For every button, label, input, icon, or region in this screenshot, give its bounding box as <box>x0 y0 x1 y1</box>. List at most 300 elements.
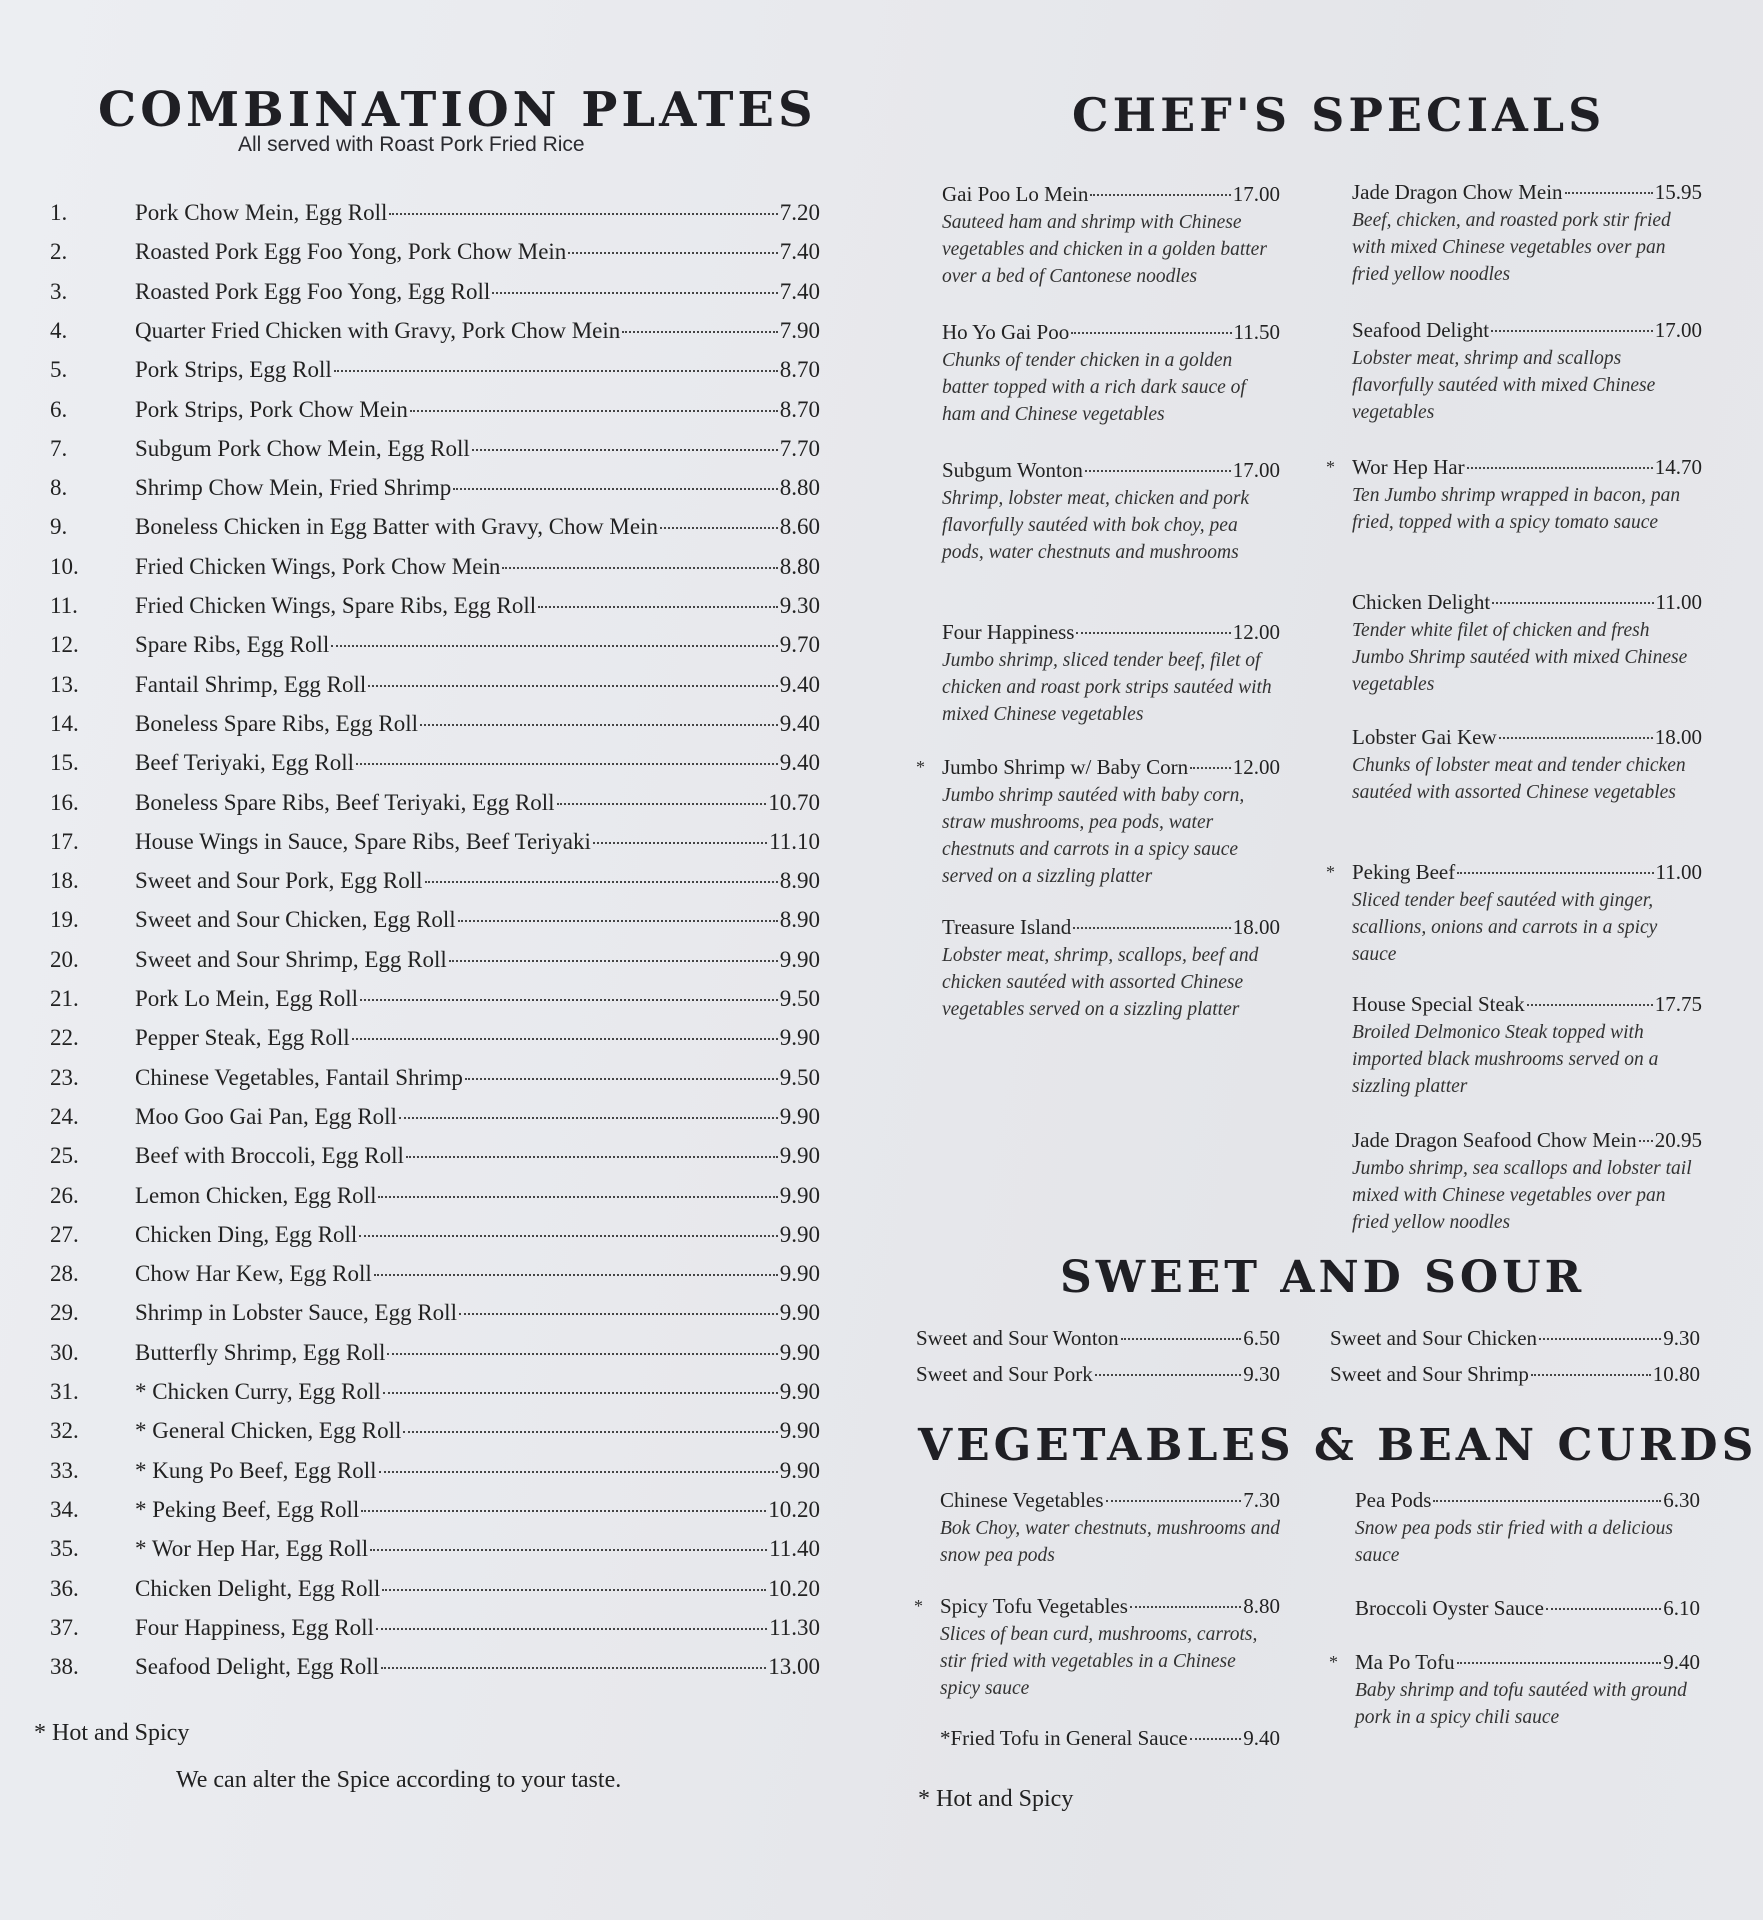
combo-item-row <box>40 1654 820 1692</box>
combo-item-number: 5. <box>50 357 68 383</box>
combination-plates-title: COMBINATION PLATES <box>98 82 817 138</box>
combo-item-price: 9.90 <box>779 1182 820 1208</box>
dot-leader <box>449 960 778 962</box>
combo-item-price: 9.70 <box>779 632 820 658</box>
combo-item-price: 7.90 <box>779 317 820 343</box>
hot-spicy-note: * Hot and Spicy <box>34 1720 190 1746</box>
combo-item-number: 3. <box>50 278 68 304</box>
combo-item-number: 7. <box>50 435 68 461</box>
menu-item <box>942 320 1280 428</box>
dot-leader <box>379 1471 778 1473</box>
combo-item-name: Boneless Spare Ribs, Egg Roll <box>135 710 419 736</box>
combo-item-row <box>40 1418 820 1456</box>
combo-item-number: 37. <box>50 1614 79 1640</box>
menu-item-price: 7.30 <box>1243 1488 1280 1512</box>
combo-item-row <box>40 947 820 985</box>
menu-item-price: 18.00 <box>1654 725 1702 749</box>
menu-item-header <box>942 915 1280 940</box>
dot-leader <box>593 842 767 844</box>
combo-item-price: 8.70 <box>779 396 820 422</box>
combo-item-row <box>40 397 820 435</box>
combo-item-price: 9.40 <box>779 750 820 776</box>
menu-item-price: 15.95 <box>1654 180 1702 204</box>
dot-leader <box>356 763 778 765</box>
combo-item-price: 10.20 <box>768 1496 820 1522</box>
menu-item <box>940 1488 1280 1569</box>
combo-item-row <box>40 1340 820 1378</box>
combo-item-name: * Wor Hep Har, Egg Roll <box>135 1536 369 1562</box>
dot-leader <box>660 527 778 529</box>
menu-item-price: 11.00 <box>1655 590 1702 614</box>
combo-item-price: 10.70 <box>768 789 820 815</box>
menu-item-description: Baby shrimp and tofu sautéed with ground pork in a spicy chili sauce <box>1355 1680 1687 1728</box>
combo-item-name: Sweet and Sour Chicken, Egg Roll <box>135 907 456 933</box>
dot-leader <box>376 1628 767 1630</box>
menu-item-header <box>940 1488 1280 1513</box>
combo-item-name: * Chicken Curry, Egg Roll <box>135 1379 381 1404</box>
menu-item-price: 17.00 <box>1232 182 1280 206</box>
combo-item-number: 35. <box>50 1536 79 1562</box>
menu-item-header <box>1352 455 1702 480</box>
dot-leader <box>459 1313 778 1315</box>
dot-leader <box>387 1353 777 1355</box>
combo-item-name: * Kung Po Beef, Egg Roll <box>135 1457 377 1483</box>
combo-item-price: 9.90 <box>779 1025 820 1051</box>
dot-leader <box>1546 1608 1661 1610</box>
dot-leader <box>1457 1662 1662 1664</box>
menu-item-header <box>1352 725 1702 750</box>
menu-item-price: 6.30 <box>1663 1488 1700 1512</box>
menu-item <box>1355 1596 1700 1621</box>
menu-item-header <box>1355 1650 1700 1675</box>
alter-spice-note: We can alter the Spice according to your taste. <box>176 1767 622 1793</box>
hot-spicy-marker: * <box>916 757 925 777</box>
menu-item-header <box>1352 992 1702 1017</box>
dot-leader <box>334 370 778 372</box>
combo-item-row <box>40 750 820 788</box>
menu-item-description: Tender white filet of chicken and fresh Jumbo Shrimp sautéed with mixed Chinese vegetables <box>1352 620 1688 695</box>
combo-item-number: 2. <box>50 239 68 265</box>
dot-leader <box>502 567 777 569</box>
combo-item-row <box>40 790 820 828</box>
dot-leader <box>1531 1374 1651 1376</box>
combo-item-row <box>40 554 820 592</box>
dot-leader <box>410 410 778 412</box>
combo-item-price: 11.40 <box>769 1536 820 1562</box>
dot-leader <box>1095 1374 1242 1376</box>
dot-leader <box>420 724 778 726</box>
menu-item-price: 17.75 <box>1654 992 1702 1016</box>
combo-item-name: Seafood Delight, Egg Roll <box>135 1654 380 1680</box>
combo-item-number: 23. <box>50 1064 79 1090</box>
menu-item-description: Chunks of lobster meat and tender chicken sautéed with assorted Chinese vegetables <box>1352 755 1686 803</box>
menu-item-name: Ho Yo Gai Poo <box>942 320 1070 344</box>
combo-item-name: Sweet and Sour Shrimp, Egg Roll <box>135 946 447 972</box>
menu-item-name: Lobster Gai Kew <box>1352 725 1497 749</box>
combo-item-number: 1. <box>50 200 68 225</box>
dot-leader <box>458 920 778 922</box>
combo-item-name: Lemon Chicken, Egg Roll <box>135 1182 377 1208</box>
dot-leader <box>1492 602 1653 604</box>
dot-leader <box>1565 192 1653 194</box>
combo-item-row <box>40 632 820 670</box>
combo-item-number: 21. <box>50 986 79 1011</box>
menu-item-price: 8.80 <box>1243 1594 1280 1618</box>
menu-item-description: Bok Choy, water chestnuts, mushrooms and snow pea pods <box>940 1518 1280 1566</box>
menu-item <box>942 458 1280 566</box>
dot-leader <box>331 645 778 647</box>
menu-item-header <box>1352 860 1702 885</box>
menu-item-name: Seafood Delight <box>1352 318 1490 342</box>
dot-leader <box>381 1667 766 1669</box>
dot-leader <box>406 1156 778 1158</box>
combo-item-row <box>40 357 820 395</box>
combo-item-number: 9. <box>50 514 68 540</box>
menu-item-price: 14.70 <box>1654 455 1702 479</box>
combo-item-price: 11.10 <box>769 828 820 854</box>
menu-item-price: 17.00 <box>1654 318 1702 342</box>
dot-leader <box>1073 927 1230 929</box>
combo-item-name: Fantail Shrimp, Egg Roll <box>135 671 367 697</box>
dot-leader <box>1190 767 1231 769</box>
menu-item-description: Lobster meat, shrimp and scallops flavorfully sautéed with mixed Chinese vegetables <box>1352 348 1656 423</box>
menu-item-name: Spicy Tofu Vegetables <box>940 1594 1128 1618</box>
combo-item-price: 8.80 <box>779 475 820 501</box>
menu-item-name: Pea Pods <box>1355 1488 1432 1512</box>
combo-item-name: Quarter Fried Chicken with Gravy, Pork Chow Mein <box>135 317 621 343</box>
combo-item-row <box>40 1183 820 1221</box>
dot-leader <box>1499 737 1653 739</box>
combo-item-price: 11.30 <box>769 1614 820 1640</box>
menu-item-name: Treasure Island <box>942 915 1072 939</box>
combo-item-price: 9.90 <box>779 1300 820 1326</box>
sweet-and-sour-title: SWEET AND SOUR <box>1060 1252 1586 1303</box>
combo-item-number: 26. <box>50 1182 79 1208</box>
dot-leader <box>1491 330 1653 332</box>
menu-item <box>1352 180 1702 288</box>
combo-item-number: 30. <box>50 1339 79 1365</box>
combo-item-name: Butterfly Shrimp, Egg Roll <box>135 1339 386 1365</box>
combo-item-number: 13. <box>50 671 79 697</box>
menu-item-header <box>1352 318 1702 343</box>
combo-item-price: 9.40 <box>779 671 820 697</box>
menu-item-price: 10.80 <box>1652 1362 1700 1386</box>
combo-item-number: 34. <box>50 1496 79 1522</box>
menu-item-name: Peking Beef <box>1352 860 1456 884</box>
menu-item <box>1352 992 1702 1100</box>
menu-item-name: Sweet and Sour Chicken <box>1330 1326 1538 1350</box>
combo-item-price: 8.90 <box>779 868 820 894</box>
menu-item <box>1352 318 1702 426</box>
combo-item-name: Beef Teriyaki, Egg Roll <box>135 750 354 776</box>
combo-item-price: 7.40 <box>779 239 820 265</box>
menu-item-name: Four Happiness <box>942 620 1075 644</box>
hot-spicy-marker: * <box>1329 1652 1338 1672</box>
menu-item-description: Chunks of tender chicken in a golden batter topped with a rich dark sauce of ham and Chinese vegetables <box>942 350 1246 425</box>
dot-leader <box>360 999 778 1001</box>
dot-leader <box>1190 1738 1242 1740</box>
menu-item-price: 12.00 <box>1232 620 1280 644</box>
combo-item-name: Sweet and Sour Pork, Egg Roll <box>135 868 423 894</box>
combo-item-row <box>40 475 820 513</box>
combo-item-name: Fried Chicken Wings, Pork Chow Mein <box>135 553 501 579</box>
combo-item-name: Roasted Pork Egg Foo Yong, Egg Roll <box>135 278 491 304</box>
hot-spicy-note-right: * Hot and Spicy <box>918 1786 1074 1812</box>
menu-item-price: 6.50 <box>1243 1326 1280 1350</box>
combo-item-number: 8. <box>50 475 68 501</box>
menu-item-price: 6.10 <box>1663 1596 1700 1620</box>
menu-item-price: 18.00 <box>1232 915 1280 939</box>
combo-item-name: Chicken Ding, Egg Roll <box>135 1221 358 1247</box>
combo-item-name: Chicken Delight, Egg Roll <box>135 1575 381 1601</box>
menu-item <box>914 1594 1280 1702</box>
combo-item-number: 29. <box>50 1300 79 1326</box>
combo-item-number: 15. <box>50 750 79 776</box>
combo-item-number: 33. <box>50 1457 79 1483</box>
combo-item-row <box>40 436 820 474</box>
combo-item-number: 12. <box>50 632 79 658</box>
combo-item-number: 4. <box>50 317 68 343</box>
menu-item-header <box>940 1594 1280 1619</box>
combo-item-number: 20. <box>50 946 79 972</box>
combo-item-price: 9.30 <box>779 593 820 618</box>
combo-item-price: 8.90 <box>779 907 820 933</box>
combo-item-row <box>40 514 820 552</box>
menu-item <box>1355 1488 1700 1569</box>
menu-item-header <box>942 620 1280 645</box>
dot-leader <box>1539 1338 1661 1340</box>
combo-item-row <box>40 986 820 1024</box>
menu-item-name: Jade Dragon Seafood Chow Mein <box>1352 1128 1637 1152</box>
combo-item-row <box>40 1379 820 1417</box>
combo-item-name: * General Chicken, Egg Roll <box>135 1418 402 1444</box>
combo-item-row <box>40 318 820 356</box>
combo-item-number: 19. <box>50 907 79 933</box>
dot-leader <box>403 1431 777 1433</box>
dot-leader <box>389 213 777 215</box>
dot-leader <box>1527 1004 1653 1006</box>
combo-item-number: 28. <box>50 1261 79 1287</box>
dot-leader <box>1130 1606 1241 1608</box>
combo-item-name: Shrimp Chow Mein, Fried Shrimp <box>135 475 452 501</box>
dot-leader <box>352 1038 778 1040</box>
combo-item-row <box>40 1104 820 1142</box>
dot-leader <box>370 1549 767 1551</box>
combo-item-name: Pork Lo Mein, Egg Roll <box>135 986 358 1011</box>
menu-item-description: Broiled Delmonico Steak topped with imported black mushrooms served on a sizzling platter <box>1352 1022 1659 1097</box>
menu-item-header <box>1355 1596 1700 1621</box>
combo-item-price: 9.90 <box>779 1457 820 1483</box>
combo-item-price: 9.50 <box>779 1064 820 1090</box>
sweet-sour-item <box>916 1326 1280 1351</box>
dot-leader <box>538 606 778 608</box>
combo-item-row <box>40 1536 820 1574</box>
dot-leader <box>382 1589 766 1591</box>
combo-item-number: 10. <box>50 553 79 579</box>
menu-item-header <box>1352 180 1702 205</box>
combo-item-price: 7.40 <box>779 278 820 304</box>
menu-item-price: 9.30 <box>1663 1326 1700 1350</box>
menu-item-name: Jumbo Shrimp w/ Baby Corn <box>942 755 1189 779</box>
combo-item-name: Pepper Steak, Egg Roll <box>135 1025 350 1051</box>
menu-item-name: House Special Steak <box>1352 992 1525 1016</box>
menu-item-description: Ten Jumbo shrimp wrapped in bacon, pan fried, topped with a spicy tomato sauce <box>1352 485 1681 533</box>
hot-spicy-marker: * <box>1326 862 1335 882</box>
combo-item-price: 9.50 <box>779 986 820 1011</box>
combo-item-row <box>40 1497 820 1535</box>
menu-item <box>1326 455 1702 536</box>
menu-item <box>942 182 1280 290</box>
menu-item-price: 12.00 <box>1232 755 1280 779</box>
combo-item-price: 9.90 <box>779 1221 820 1247</box>
combo-item-price: 7.20 <box>779 200 820 225</box>
menu-item-description: Jumbo shrimp, sea scallops and lobster tail mixed with Chinese vegetables over pan fried yellow noodles <box>1352 1158 1692 1233</box>
combo-item-number: 36. <box>50 1575 79 1601</box>
menu-item-name: Broccoli Oyster Sauce <box>1355 1596 1544 1620</box>
menu-item-description: Slices of bean curd, mushrooms, carrots, stir fried with vegetables in a Chinese spicy sauce <box>940 1624 1258 1699</box>
menu-item-price: 20.95 <box>1654 1128 1702 1152</box>
menu-item-price: 9.30 <box>1243 1362 1280 1386</box>
combo-item-price: 9.90 <box>779 1418 820 1444</box>
combo-item-row <box>40 1065 820 1103</box>
combo-item-row <box>40 200 820 238</box>
combo-item-number: 18. <box>50 868 79 894</box>
combo-item-name: Fried Chicken Wings, Spare Ribs, Egg Roll <box>135 593 537 618</box>
combo-item-number: 32. <box>50 1418 79 1444</box>
menu-item-price: 9.40 <box>1243 1726 1280 1750</box>
dot-leader <box>1467 467 1653 469</box>
menu-item-description: Sliced tender beef sautéed with ginger, scallions, onions and carrots in a spicy sauce <box>1352 890 1658 965</box>
dot-leader <box>1085 470 1231 472</box>
combo-item-row <box>40 1025 820 1063</box>
sweet-sour-item <box>916 1362 1280 1387</box>
combo-item-number: 6. <box>50 396 68 422</box>
combo-item-number: 24. <box>50 1103 79 1129</box>
menu-item-price: 9.40 <box>1663 1650 1700 1674</box>
combo-item-name: Subgum Pork Chow Mein, Egg Roll <box>135 435 470 461</box>
combo-item-name: Pork Strips, Egg Roll <box>135 357 332 383</box>
menu-item-name: Sweet and Sour Wonton <box>916 1326 1119 1350</box>
menu-item-header <box>942 458 1280 483</box>
combo-item-row <box>40 711 820 749</box>
menu-item-name: Gai Poo Lo Mein <box>942 182 1089 206</box>
sweet-sour-item <box>1330 1326 1700 1351</box>
combo-item-number: 14. <box>50 710 79 736</box>
menu-item-description: Jumbo shrimp, sliced tender beef, filet of chicken and roast pork strips sautéed with mixed Chinese vegetables <box>942 650 1272 725</box>
combo-item-number: 31. <box>50 1379 79 1404</box>
combo-item-name: Spare Ribs, Egg Roll <box>135 632 330 658</box>
menu-item-description: Jumbo shrimp sautéed with baby corn, straw mushrooms, pea pods, water chestnuts and carrots in a spicy sauce served on a sizzling platter <box>942 785 1245 887</box>
combo-item-price: 9.90 <box>779 1339 820 1365</box>
dot-leader <box>453 488 777 490</box>
combo-item-row <box>40 1576 820 1614</box>
combo-item-number: 38. <box>50 1654 79 1680</box>
combo-item-price: 8.60 <box>779 514 820 540</box>
dot-leader <box>361 1510 766 1512</box>
dot-leader <box>1433 1500 1661 1502</box>
dot-leader <box>492 292 777 294</box>
combo-item-number: 25. <box>50 1143 79 1169</box>
combo-item-name: Chow Har Kew, Egg Roll <box>135 1261 372 1287</box>
combo-item-name: Moo Goo Gai Pan, Egg Roll <box>135 1103 397 1129</box>
dot-leader <box>425 881 778 883</box>
combo-item-name: Pork Chow Mein, Egg Roll <box>135 200 388 225</box>
dot-leader <box>378 1196 777 1198</box>
combo-item-price: 9.90 <box>779 946 820 972</box>
combo-item-name: Beef with Broccoli, Egg Roll <box>135 1143 404 1169</box>
combo-item-row <box>40 1458 820 1496</box>
menu-item-description: Snow pea pods stir fried with a delicious sauce <box>1355 1518 1673 1566</box>
menu-item <box>942 915 1280 1023</box>
combo-item-price: 9.90 <box>779 1103 820 1129</box>
combo-item-price: 9.90 <box>779 1261 820 1287</box>
combo-item-row <box>40 1143 820 1181</box>
combo-item-row <box>40 868 820 906</box>
combo-item-name: Boneless Spare Ribs, Beef Teriyaki, Egg Roll <box>135 789 555 815</box>
combo-item-price: 9.90 <box>779 1379 820 1404</box>
dot-leader <box>472 449 778 451</box>
dot-leader <box>465 1078 778 1080</box>
menu-item-header <box>942 755 1280 780</box>
menu-item <box>916 755 1280 890</box>
menu-item-header <box>1352 1128 1702 1153</box>
combo-item-price: 7.70 <box>779 435 820 461</box>
combo-item-name: * Peking Beef, Egg Roll <box>135 1496 360 1522</box>
menu-item-price: 17.00 <box>1232 458 1280 482</box>
dot-leader <box>1106 1500 1242 1502</box>
combo-item-name: Boneless Chicken in Egg Batter with Gravy, Chow Mein <box>135 514 658 540</box>
vegetables-bean-curds-title: VEGETABLES & BEAN CURDS <box>918 1420 1758 1471</box>
menu-item-name: Subgum Wonton <box>942 458 1083 482</box>
combo-item-row <box>40 907 820 945</box>
dot-leader <box>368 685 777 687</box>
dot-leader <box>399 1117 778 1119</box>
menu-item-name: Jade Dragon Chow Mein <box>1352 180 1563 204</box>
combo-item-number: 27. <box>50 1221 79 1247</box>
dot-leader <box>1121 1338 1242 1340</box>
combo-item-price: 10.20 <box>768 1575 820 1601</box>
menu-item-description: Sauteed ham and shrimp with Chinese vegetables and chicken in a golden batter over a bed of Cantonese noodles <box>942 212 1267 287</box>
menu-item-name: Sweet and Sour Pork <box>916 1362 1093 1386</box>
dot-leader <box>622 331 777 333</box>
combo-item-number: 17. <box>50 828 79 854</box>
combo-item-name: Shrimp in Lobster Sauce, Egg Roll <box>135 1300 457 1326</box>
combo-item-name: Pork Strips, Pork Chow Mein <box>135 396 408 422</box>
menu-item-name: Wor Hep Har <box>1352 455 1465 479</box>
menu-item-price: 11.00 <box>1655 860 1702 884</box>
dot-leader <box>1071 332 1231 334</box>
combination-plates-subtitle: All served with Roast Pork Fried Rice <box>238 133 585 156</box>
combo-item-number: 22. <box>50 1025 79 1051</box>
combo-item-row <box>40 239 820 277</box>
dot-leader <box>374 1274 778 1276</box>
combo-item-price: 9.90 <box>779 1143 820 1169</box>
menu-item <box>1329 1650 1700 1731</box>
dot-leader <box>1457 872 1653 874</box>
combo-item-row <box>40 1222 820 1260</box>
menu-item-description: Lobster meat, shrimp, scallops, beef and chicken sautéed with assorted Chinese vegetables served on a sizzling platter <box>942 945 1259 1020</box>
dot-leader <box>359 1235 777 1237</box>
menu-item-price: 11.50 <box>1233 320 1280 344</box>
combo-item-number: 16. <box>50 789 79 815</box>
menu-item <box>1326 860 1702 968</box>
menu-item-name: Sweet and Sour Shrimp <box>1330 1362 1529 1386</box>
combo-item-price: 9.40 <box>779 710 820 736</box>
menu-item-header <box>1352 590 1702 615</box>
combo-item-row <box>40 1615 820 1653</box>
menu-item-header <box>940 1726 1280 1751</box>
combo-item-name: Four Happiness, Egg Roll <box>135 1614 374 1640</box>
